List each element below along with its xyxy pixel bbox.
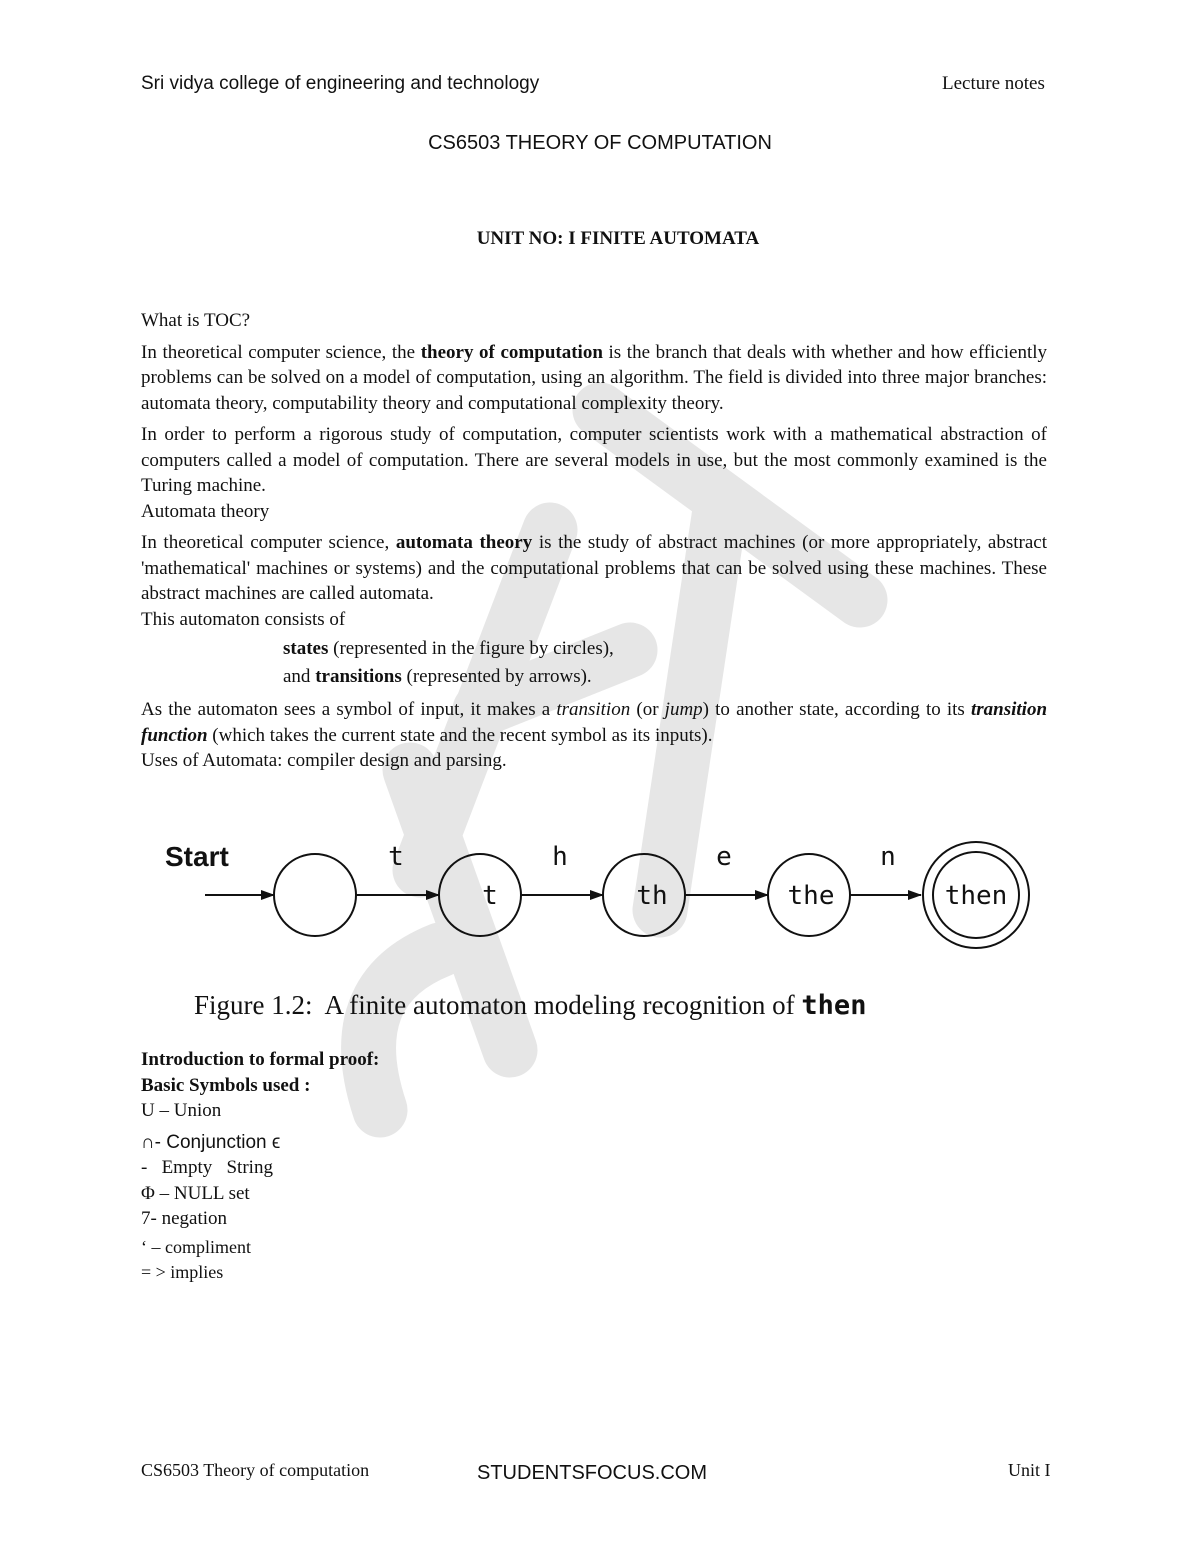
- caption-code: then: [801, 990, 867, 1021]
- what-is-toc-heading: What is TOC?: [141, 310, 251, 331]
- automaton-figure: [150, 830, 1050, 960]
- footer-left: CS6503 Theory of computation: [141, 1460, 370, 1480]
- bullet-states-bold: states: [283, 638, 329, 659]
- para1-text-b: is the branch that deals with whether and how efficiently problems can be solved on a model of computation, using an algorithm. The field is divided into three major branches: automata theory, computability theory and computational complexity theory.: [141, 341, 1047, 414]
- para1-text-a: In theoretical computer science, the: [141, 341, 421, 363]
- para4-text-b: (or: [630, 699, 665, 720]
- state-label-the: the: [787, 881, 835, 911]
- state-circle-t: [439, 854, 521, 936]
- transition-label-t: t: [388, 842, 404, 872]
- bullet-item-states: [261, 635, 1047, 663]
- symbol-negation: 7- negation: [141, 1208, 228, 1229]
- symbol-implies: = > implies: [141, 1262, 224, 1282]
- paragraph-toc-definition: [141, 340, 1047, 417]
- transition-label-e: e: [716, 842, 732, 872]
- symbol-union: U – Union: [141, 1100, 222, 1121]
- document-title: CS6503 THEORY OF COMPUTATION: [428, 132, 772, 154]
- start-label: Start: [165, 841, 229, 872]
- figure-caption: [194, 990, 866, 1021]
- transition-label-h: h: [552, 842, 568, 872]
- header-left: Sri vidya college of engineering and technology: [141, 73, 540, 94]
- para3-text-a: In theoretical computer science,: [141, 532, 396, 553]
- footer-right: Unit I: [1008, 1460, 1051, 1480]
- symbol-compliment: ‘ – compliment: [141, 1236, 251, 1257]
- bullet-transitions-bold: transitions: [315, 666, 402, 687]
- para3-text-b: is the study of abstract machines (or more appropriately, abstract 'mathematical' machines or systems) and the computational problems that can be solved using these machines. These abstract machines are called automata.: [141, 532, 1048, 604]
- bullet-states-rest: (represented in the figure by circles),: [328, 638, 614, 659]
- para4-bold-italic: transition function: [141, 699, 1048, 746]
- consists-of-line: This automaton consists of: [141, 608, 346, 630]
- para4-italic-transition: transition: [556, 699, 631, 720]
- symbol-conjunction: ∩- Conjunction ϵ: [141, 1131, 281, 1153]
- symbol-empty-string: - Empty String: [141, 1157, 273, 1178]
- para3-bold: automata theory: [395, 532, 533, 553]
- caption-text: Figure 1.2: A finite automaton modeling recognition of: [194, 990, 802, 1020]
- paragraph-model-of-computation: In order to perform a rigorous study of computation, computer scientists work with a mathematical abstraction of computers called a model of computation. There are several models in use, but the most commonly examined is the Turing machine.: [141, 424, 1047, 496]
- unit-title: UNIT NO: I FINITE AUTOMATA: [476, 228, 760, 249]
- para4-text-d: (which takes the current state and the recent symbol as its inputs).: [207, 724, 713, 746]
- bullet-transitions-pre: and: [283, 666, 316, 687]
- state-label-t: t: [482, 881, 498, 911]
- symbol-null-set: Φ – NULL set: [141, 1182, 250, 1204]
- state-label-th: th: [636, 881, 668, 911]
- footer-center: STUDENTSFOCUS.COM: [477, 1462, 707, 1484]
- para4-text-c: ) to another state, according to its: [702, 699, 971, 720]
- bullet-item-transitions: [261, 663, 1047, 691]
- content: [141, 308, 1047, 774]
- para1-bold: theory of computation: [420, 341, 603, 363]
- bullet-list: [261, 635, 1047, 691]
- basic-symbols-heading: Basic Symbols used :: [141, 1074, 311, 1096]
- uses-of-automata: Uses of Automata: compiler design and parsing.: [141, 750, 507, 771]
- bullet-transitions-rest: (represented by arrows).: [401, 666, 592, 687]
- paragraph-automata-theory: [141, 530, 1047, 607]
- transition-label-n: n: [880, 842, 896, 872]
- automata-theory-heading: Automata theory: [141, 500, 270, 522]
- state-label-then: then: [944, 881, 1008, 911]
- symbols-section: [141, 1047, 379, 1286]
- para4-italic-jump: jump: [664, 699, 703, 720]
- para4-text-a: As the automaton sees a symbol of input, it makes a: [141, 699, 557, 720]
- paragraph-transition: [141, 697, 1047, 748]
- state-circle-q0: [274, 854, 356, 936]
- header-right: Lecture notes: [942, 73, 1045, 94]
- intro-formal-proof-heading: Introduction to formal proof:: [141, 1049, 380, 1070]
